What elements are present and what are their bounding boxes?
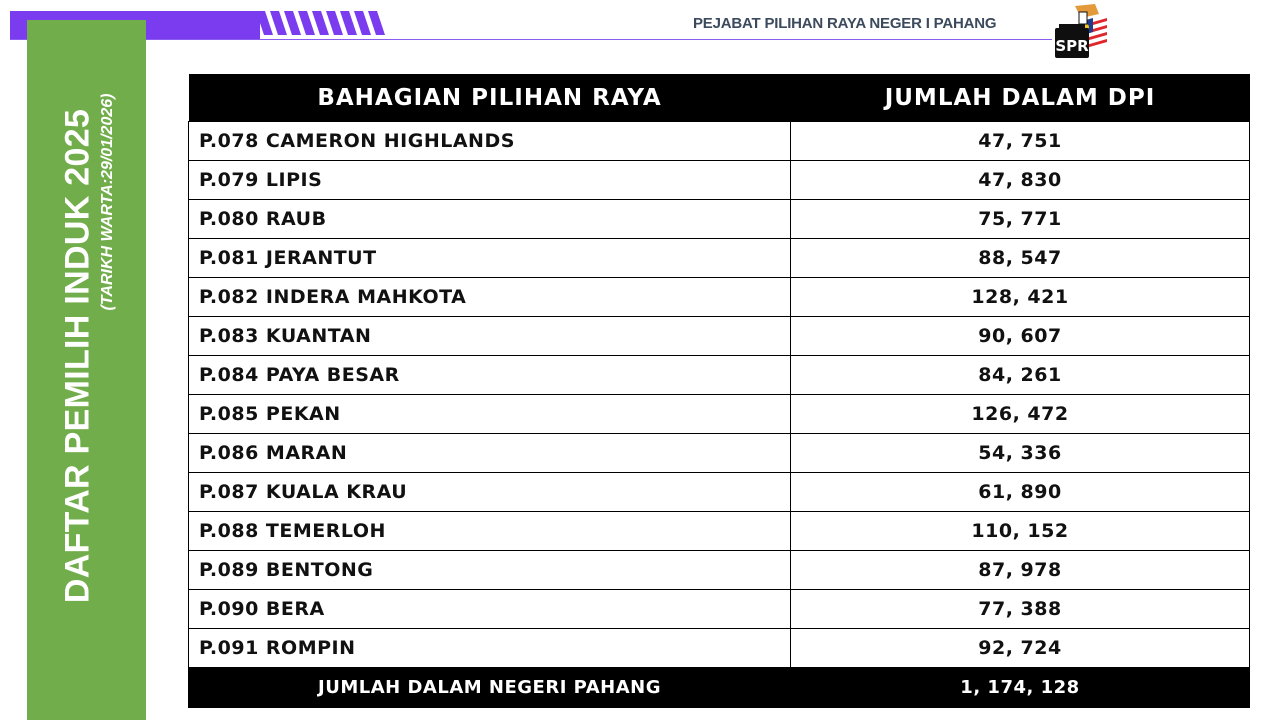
constituency-name: P.085 PEKAN bbox=[189, 395, 791, 434]
constituency-name: P.091 ROMPIN bbox=[189, 629, 791, 668]
table-row bbox=[189, 512, 1250, 551]
voter-count: 61, 890 bbox=[791, 473, 1250, 512]
spr-logo bbox=[1049, 2, 1111, 66]
voter-count: 90, 607 bbox=[791, 317, 1250, 356]
voter-count: 47, 830 bbox=[791, 161, 1250, 200]
header-divider bbox=[10, 39, 1052, 40]
voter-count: 75, 771 bbox=[791, 200, 1250, 239]
constituency-name: P.081 JERANTUT bbox=[189, 239, 791, 278]
constituency-name: P.087 KUALA KRAU bbox=[189, 473, 791, 512]
constituency-name: P.078 CAMERON HIGHLANDS bbox=[189, 122, 791, 161]
table-row bbox=[189, 161, 1250, 200]
voter-count: 126, 472 bbox=[791, 395, 1250, 434]
voter-count: 128, 421 bbox=[791, 278, 1250, 317]
constituency-name: P.079 LIPIS bbox=[189, 161, 791, 200]
side-subtitle: (TARIKH WARTA:29/01/2026) bbox=[99, 93, 116, 311]
table-row bbox=[189, 551, 1250, 590]
table-row bbox=[189, 629, 1250, 668]
header-title: PEJABAT PILIHAN RAYA NEGER I PAHANG bbox=[693, 15, 997, 32]
table-row bbox=[189, 122, 1250, 161]
voter-count: 92, 724 bbox=[791, 629, 1250, 668]
column-header-constituency: BAHAGIAN PILIHAN RAYA bbox=[189, 74, 791, 122]
voter-count: 77, 388 bbox=[791, 590, 1250, 629]
constituency-name: P.084 PAYA BESAR bbox=[189, 356, 791, 395]
column-header-total: JUMLAH DALAM DPI bbox=[791, 74, 1250, 122]
total-row bbox=[189, 668, 1250, 708]
header-stripes bbox=[256, 11, 396, 37]
constituency-name: P.083 KUANTAN bbox=[189, 317, 791, 356]
constituency-name: P.090 BERA bbox=[189, 590, 791, 629]
total-value: 1, 174, 128 bbox=[791, 668, 1250, 708]
table-row bbox=[189, 356, 1250, 395]
table-header-row bbox=[189, 74, 1250, 122]
side-title: DAFTAR PEMILIH INDUK 2025 bbox=[58, 108, 97, 604]
table-row bbox=[189, 239, 1250, 278]
constituency-table bbox=[188, 74, 1250, 708]
table-row bbox=[189, 278, 1250, 317]
voter-count: 88, 547 bbox=[791, 239, 1250, 278]
table-row bbox=[189, 317, 1250, 356]
table-row bbox=[189, 590, 1250, 629]
voter-count: 87, 978 bbox=[791, 551, 1250, 590]
constituency-name: P.082 INDERA MAHKOTA bbox=[189, 278, 791, 317]
constituency-name: P.080 RAUB bbox=[189, 200, 791, 239]
voter-count: 84, 261 bbox=[791, 356, 1250, 395]
constituency-name: P.088 TEMERLOH bbox=[189, 512, 791, 551]
table-row bbox=[189, 473, 1250, 512]
total-label: JUMLAH DALAM NEGERI PAHANG bbox=[189, 668, 791, 708]
voter-count: 110, 152 bbox=[791, 512, 1250, 551]
voter-count: 47, 751 bbox=[791, 122, 1250, 161]
table-row bbox=[189, 200, 1250, 239]
table-row bbox=[189, 434, 1250, 473]
logo-text: SPR bbox=[1055, 37, 1089, 55]
table-row bbox=[189, 395, 1250, 434]
voter-count: 54, 336 bbox=[791, 434, 1250, 473]
constituency-name: P.086 MARAN bbox=[189, 434, 791, 473]
constituency-name: P.089 BENTONG bbox=[189, 551, 791, 590]
